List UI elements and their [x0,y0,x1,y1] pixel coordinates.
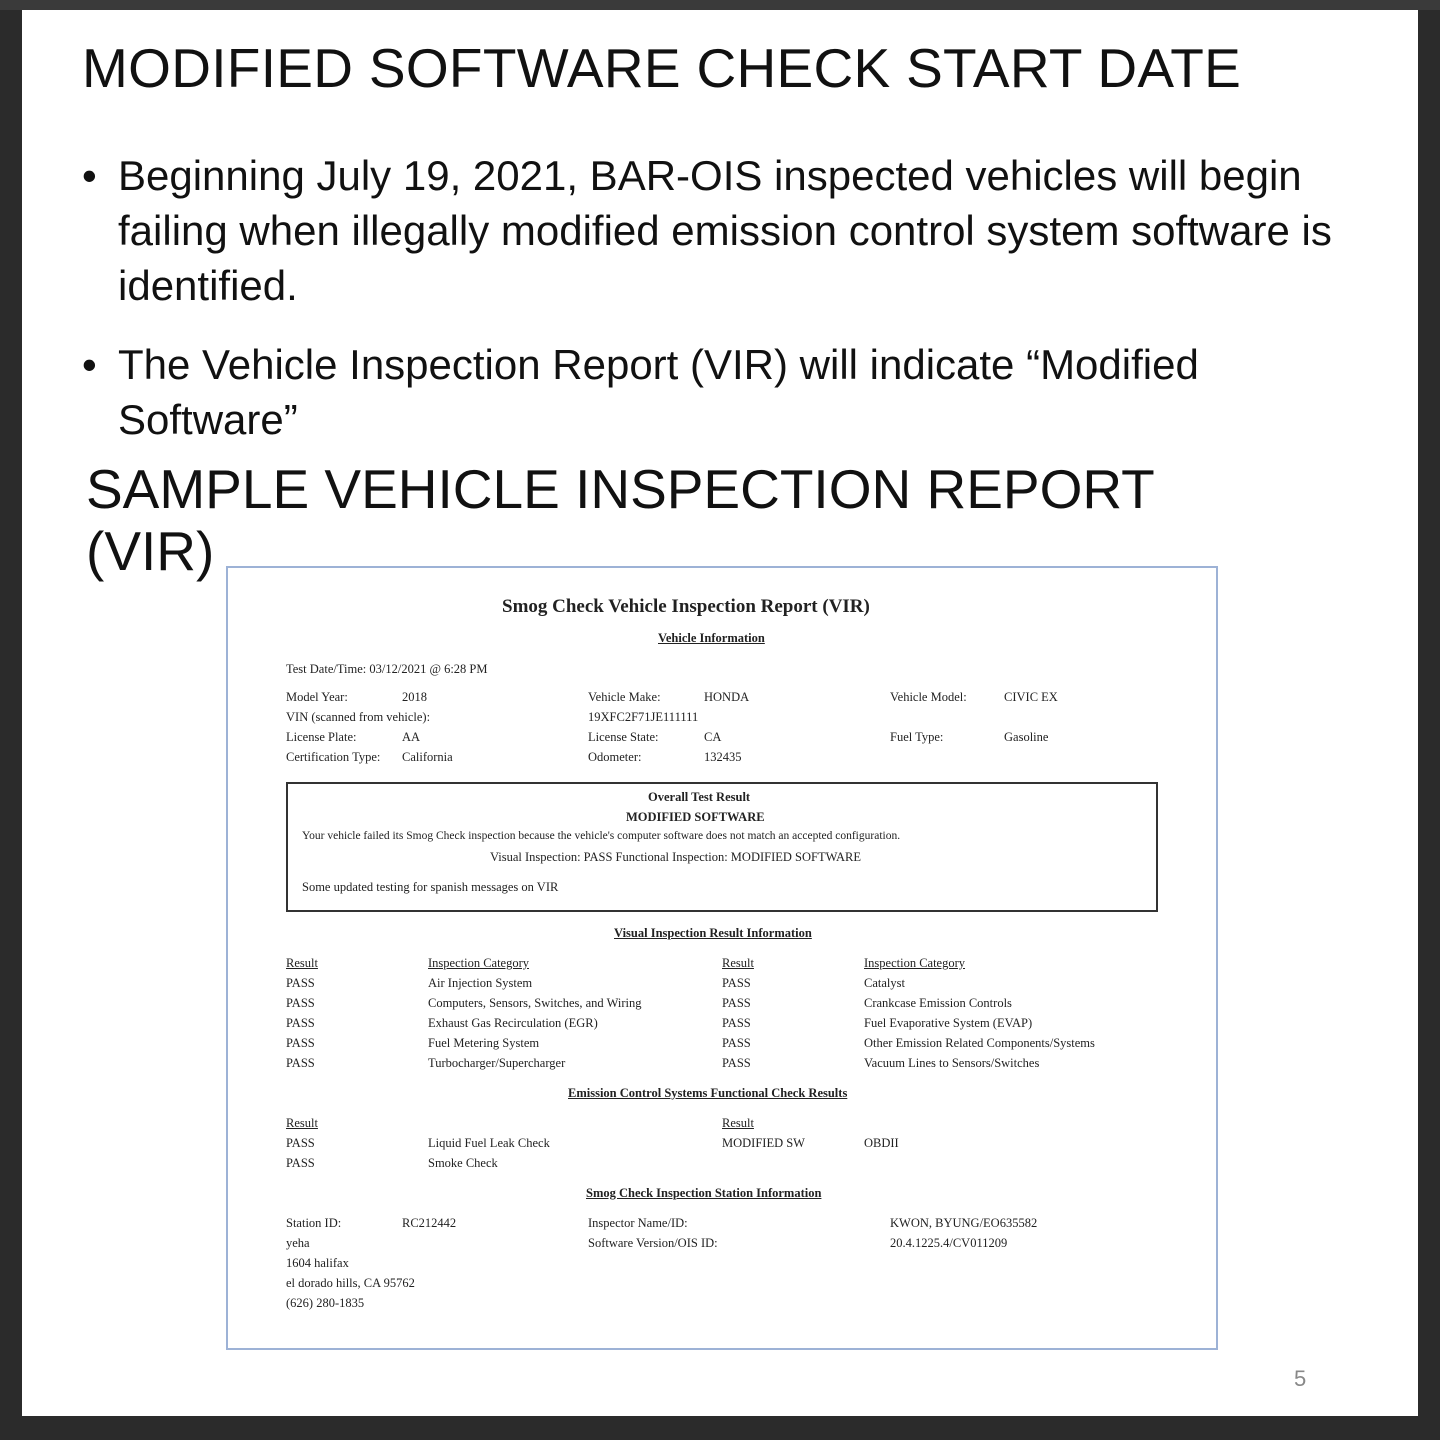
visual-result: PASS [722,1036,751,1050]
overall-message: Your vehicle failed its Smog Check inspection because the vehicle's computer software does not match an accepted configuration. [302,830,901,842]
model-label: Vehicle Model: [890,690,967,704]
software-value: 20.4.1225.4/CV011209 [890,1236,1008,1250]
slide [22,10,1418,1416]
overall-heading: Overall Test Result [648,790,751,804]
license-state-label: License State: [588,730,659,744]
vir-title: Smog Check Vehicle Inspection Report (VIR) [502,596,870,617]
functional-check: Liquid Fuel Leak Check [428,1136,550,1150]
visual-result: PASS [722,1056,751,1070]
visual-category-header: Inspection Category [864,956,966,970]
station-street: 1604 halifax [286,1256,349,1270]
functional-result: MODIFIED SW [722,1136,805,1150]
visual-category: Vacuum Lines to Sensors/Switches [864,1056,1040,1070]
visual-result: PASS [286,1016,315,1030]
station-id-label: Station ID: [286,1216,342,1230]
license-plate-value: AA [402,730,421,744]
visual-result: PASS [286,996,315,1010]
visual-category: Catalyst [864,976,905,990]
vir-document [226,566,1218,1350]
visual-category: Other Emission Related Components/Systems [864,1036,1095,1050]
model-year-label: Model Year: [286,690,348,704]
overall-result: MODIFIED SOFTWARE [626,810,765,824]
make-value: HONDA [704,690,750,704]
station-phone: (626) 280-1835 [286,1296,365,1310]
bullet-dot-icon: • [82,152,97,199]
visual-result-header: Result [722,956,754,970]
cert-type-value: California [402,750,453,764]
station-city: el dorado hills, CA 95762 [286,1276,415,1290]
visual-result: PASS [286,1036,315,1050]
visual-heading: Visual Inspection Result Information [614,926,812,940]
vehicle-info-heading: Vehicle Information [658,631,765,645]
visual-result-header: Result [286,956,318,970]
bullet-list [82,148,1382,471]
license-plate-label: License Plate: [286,730,357,744]
functional-result-header: Result [286,1116,318,1130]
make-label: Vehicle Make: [588,690,661,704]
visual-result: PASS [722,976,751,990]
model-value: CIVIC EX [1004,690,1058,704]
functional-check: OBDII [864,1136,899,1150]
station-id-value: RC212442 [402,1216,457,1230]
functional-result: PASS [286,1156,315,1170]
bullet-item [82,337,1382,447]
bullet-text: Beginning July 19, 2021, BAR-OIS inspected vehicles will begin failing when illegally modified emission control system software is identified. [118,152,1332,309]
visual-category: Fuel Metering System [428,1036,540,1050]
visual-category-header: Inspection Category [428,956,530,970]
inspector-label: Inspector Name/ID: [588,1216,688,1230]
odometer-label: Odometer: [588,750,642,764]
software-label: Software Version/OIS ID: [588,1236,718,1250]
test-date: Test Date/Time: 03/12/2021 @ 6:28 PM [286,662,488,676]
overall-note: Some updated testing for spanish messages on VIR [302,880,559,894]
functional-check: Smoke Check [428,1156,498,1170]
station-heading: Smog Check Inspection Station Information [586,1186,822,1200]
bullet-item [82,148,1382,313]
bullet-dot-icon: • [82,341,97,388]
fuel-value: Gasoline [1004,730,1049,744]
functional-heading: Emission Control Systems Functional Check Results [568,1086,848,1100]
cert-type-label: Certification Type: [286,750,381,764]
inspector-value: KWON, BYUNG/EO635582 [890,1216,1038,1230]
license-state-value: CA [704,730,722,744]
overall-summary: Visual Inspection: PASS Functional Inspection: MODIFIED SOFTWARE [490,850,862,864]
visual-result: PASS [722,996,751,1010]
functional-result: PASS [286,1136,315,1150]
vin-label: VIN (scanned from vehicle): [286,710,431,724]
slide-subtitle: SAMPLE VEHICLE INSPECTION REPORT (VIR) [86,458,1154,582]
visual-category: Crankcase Emission Controls [864,996,1012,1010]
visual-category: Computers, Sensors, Switches, and Wiring [428,996,642,1010]
bullet-text: The Vehicle Inspection Report (VIR) will indicate “Modified Software” [118,341,1199,443]
functional-result-header: Result [722,1116,754,1130]
fuel-label: Fuel Type: [890,730,944,744]
page-number: 5 [1294,1366,1307,1391]
model-year-value: 2018 [402,690,427,704]
slide-title: MODIFIED SOFTWARE CHECK START DATE [82,37,1242,99]
station-name: yeha [286,1236,310,1250]
top-border [0,0,1440,10]
vin-value: 19XFC2F71JE111111 [588,710,699,724]
visual-category: Air Injection System [428,976,533,990]
visual-result: PASS [722,1016,751,1030]
visual-category: Exhaust Gas Recirculation (EGR) [428,1016,598,1030]
visual-result: PASS [286,1056,315,1070]
visual-category: Fuel Evaporative System (EVAP) [864,1016,1033,1030]
visual-result: PASS [286,976,315,990]
odometer-value: 132435 [704,750,742,764]
visual-category: Turbocharger/Supercharger [428,1056,566,1070]
